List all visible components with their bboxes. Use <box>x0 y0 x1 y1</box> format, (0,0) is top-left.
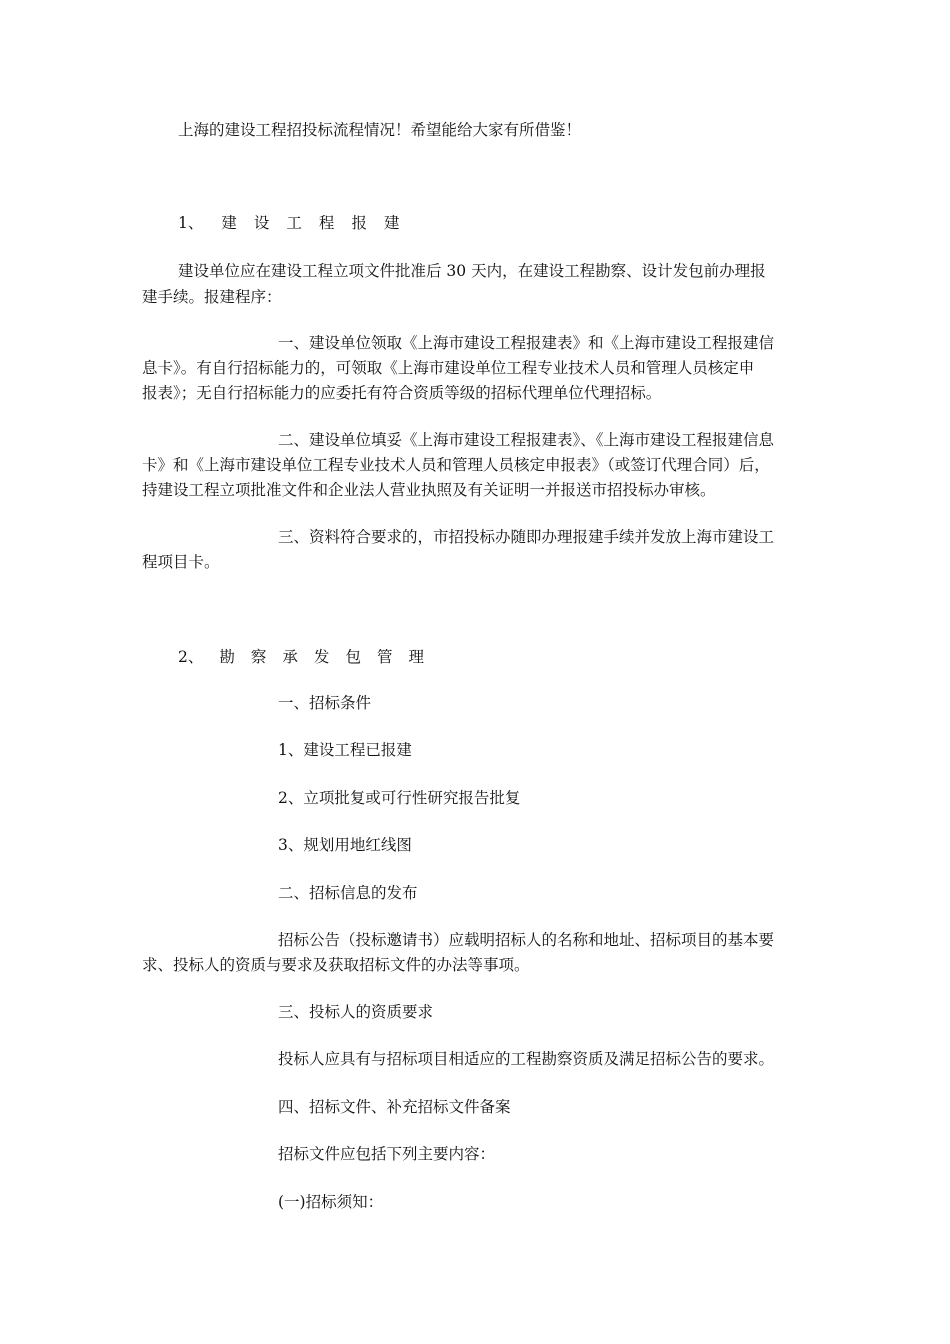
section2-condition-1: 1、建设工程已报建 <box>278 741 412 759</box>
section2-heading-char: 包 <box>345 648 361 666</box>
intro-line: 上海的建设工程招投标流程情况！希望能给大家有所借鉴！ <box>178 121 582 139</box>
section2-docs-title: 四、招标文件、补充招标文件备案 <box>278 1098 511 1116</box>
section2-info-title: 二、招标信息的发布 <box>278 884 418 902</box>
section1-heading-char: 工 <box>286 214 302 232</box>
section2-heading-char: 承 <box>282 648 298 666</box>
section2-docs-text: 招标文件应包括下列主要内容： <box>278 1145 496 1163</box>
section2-info-line1: 招标公告（投标邀请书）应载明招标人的名称和地址、招标项目的基本要 <box>278 931 775 949</box>
section2-qualification-text: 投标人应具有与招标项目相适应的工程勘察资质及满足招标公告的要求。 <box>278 1050 775 1068</box>
section2-conditions-title: 一、招标条件 <box>278 694 372 712</box>
section2-heading-char: 理 <box>408 648 424 666</box>
section1-para1-line2: 建手续。报建程序： <box>142 288 282 306</box>
section1-heading-char: 建 <box>221 214 237 232</box>
section2-heading <box>178 644 424 670</box>
section1-heading-number: 1、 <box>178 214 204 232</box>
section1-item1-line3: 报表》；无自行招标能力的应委托有符合资质等级的招标代理单位代理招标。 <box>142 384 662 402</box>
section2-heading-char: 察 <box>250 648 267 666</box>
section1-heading-char: 程 <box>318 214 335 232</box>
section1-heading <box>178 210 399 236</box>
section1-para1-line1: 建设单位应在建设工程立项文件批准后 30 天内，在建设工程勘察、设计发包前办理报 <box>178 262 766 280</box>
section2-condition-3: 3、规划用地红线图 <box>278 836 412 854</box>
section1-item1-line2: 息卡》。有自行招标能力的，可领取《上海市建设单位工程专业技术人员和管理人员核定申 <box>142 359 755 377</box>
section1-item2-line3: 持建设工程立项批准文件和企业法人营业执照及有关证明一并报送市招投标办审核。 <box>142 481 716 499</box>
section1-heading-char: 建 <box>383 214 400 232</box>
section2-docs-sub1: (一)招标须知： <box>278 1193 384 1211</box>
section1-item3-line1: 三、资料符合要求的，市招投标办随即办理报建手续并发放上海市建设工 <box>278 528 775 546</box>
section1-item2-line1: 二、建设单位填妥《上海市建设工程报建表》、《上海市建设工程报建信息 <box>278 431 775 449</box>
section1-item1-line1: 一、建设单位领取《上海市建设工程报建表》和《上海市建设工程报建信 <box>278 334 775 352</box>
section1-item3-line2: 程项目卡。 <box>142 553 220 571</box>
section2-info-line2: 求、投标人的资质与要求及获取招标文件的办法等事项。 <box>142 956 530 974</box>
section2-heading-number: 2、 <box>178 648 204 666</box>
section2-heading-char: 发 <box>313 648 330 666</box>
section2-heading-char: 勘 <box>219 648 235 666</box>
section1-heading-char: 设 <box>253 214 270 232</box>
section2-qualification-title: 三、投标人的资质要求 <box>278 1003 434 1021</box>
section2-condition-2: 2、立项批复或可行性研究报告批复 <box>278 789 521 807</box>
section1-heading-char: 报 <box>351 214 367 232</box>
section1-item2-line2: 卡》和《上海市建设单位工程专业技术人员和管理人员核定申报表》（或签订代理合同）后， <box>142 456 770 474</box>
section2-heading-char: 管 <box>376 648 393 666</box>
